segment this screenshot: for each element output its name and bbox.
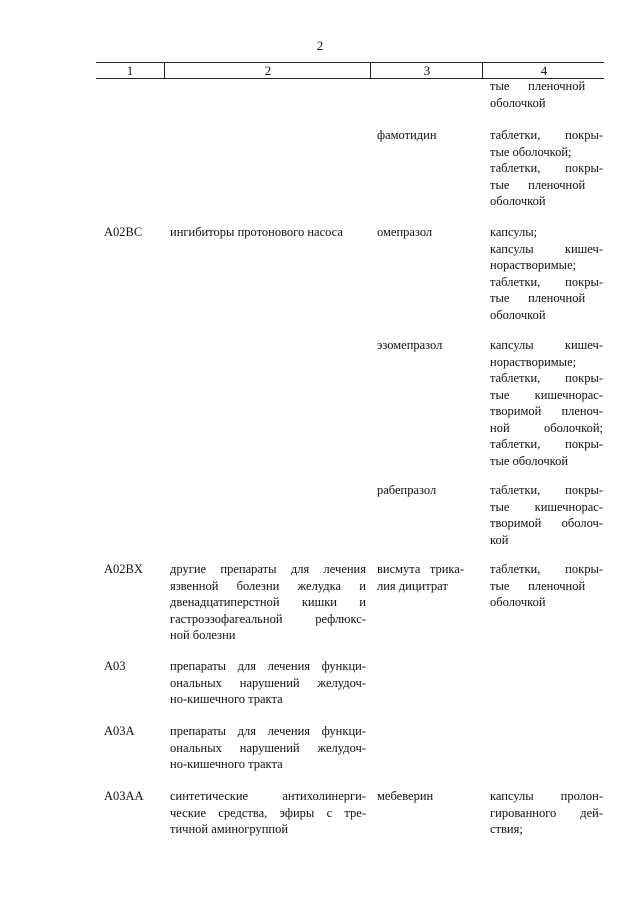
atc-code: A03A [104,724,135,738]
page-number: 2 [316,38,324,53]
atc-group-line: но-кишечного тракта [170,692,283,706]
dosage-form-line: кой [490,532,509,547]
dosage-form-line: тые пленочной [490,177,586,192]
dosage-form-line: гированного дей- [490,805,603,820]
substance-name: висмута трика- [377,562,464,576]
atc-group-line: препараты для лечения функци- [170,659,366,673]
dosage-form-line: таблетки, покры- [490,483,603,497]
dosage-form-line: ствия; [490,822,523,836]
atc-group-line: но-кишечного тракта [170,757,283,771]
dosage-form-line: таблетки, покры- [490,437,603,451]
dosage-form-line: тые пленочной [490,291,586,305]
header-col-3: 3 [370,63,483,78]
substance-name: рабепразол [377,483,437,497]
atc-group-line: другие препараты для лечения [170,562,366,576]
dosage-form-line: творимой оболоч- [490,516,603,530]
dosage-form-line: оболочкой [490,307,546,322]
atc-group-line: ональных нарушений желудоч- [170,740,366,755]
header-col-1: 1 [126,63,134,78]
table-header [96,62,604,79]
dosage-form-line: тые кишечнорас- [490,499,603,514]
substance-name: эзомепразол [377,338,443,352]
atc-group-line: ной болезни [170,628,236,642]
dosage-form-line: ной оболочкой; [490,420,603,435]
substance-name: фамотидин [377,128,437,142]
dosage-form-line: тые кишечнорас- [490,387,603,402]
atc-group-line: препараты для лечения функци- [170,724,366,738]
header-col-2: 2 [164,63,371,78]
header-col-4: 4 [482,63,605,78]
dosage-form-line: оболочкой [490,595,546,609]
dosage-form-line: капсулы кишеч- [490,338,603,352]
atc-code: A03 [104,659,126,673]
dosage-form-line: оболочкой [490,194,546,208]
substance-name: мебеверин [377,789,434,803]
substance-name: лия дицитрат [377,578,448,593]
atc-group-line: ческие средства, эфиры с тре- [170,805,366,820]
dosage-form-line: таблетки, покры- [490,274,603,289]
dosage-form-line: таблетки, покры- [490,128,603,142]
dosage-form-line: оболочкой [490,95,546,110]
atc-code: A02BC [104,225,143,239]
atc-group-line: тичной аминогруппой [170,822,289,836]
atc-group-line: гастроэзофагеальной рефлюкс- [170,611,366,626]
dosage-form-line: тые оболочкой; [490,144,572,159]
dosage-form-line: таблетки, покры- [490,562,603,576]
dosage-form-line: таблетки, покры- [490,161,603,175]
dosage-form-line: тые пленочной [490,578,586,593]
dosage-form-line: капсулы; [490,225,538,239]
atc-group-line: ингибиторы протонового насоса [170,225,343,239]
atc-code: A03AA [104,789,144,803]
dosage-form-line: капсулы кишеч- [490,241,603,256]
dosage-form-line: норастворимые; [490,354,577,369]
atc-group-line: двенадцатиперстной кишки и [170,595,366,609]
atc-group-line: ональных нарушений желудоч- [170,675,366,690]
dosage-form-line: таблетки, покры- [490,371,603,385]
dosage-form-line: норастворимые; [490,258,577,272]
dosage-form-line: тые пленочной [490,79,586,93]
dosage-form-line: тые оболочкой [490,453,569,468]
dosage-form-line: капсулы пролон- [490,789,603,803]
atc-code: A02BX [104,562,143,576]
dosage-form-line: творимой пленоч- [490,404,603,418]
atc-group-line: синтетические антихолинерги- [170,789,366,803]
substance-name: омепразол [377,225,433,239]
atc-group-line: язвенной болезни желудка и [170,578,366,593]
